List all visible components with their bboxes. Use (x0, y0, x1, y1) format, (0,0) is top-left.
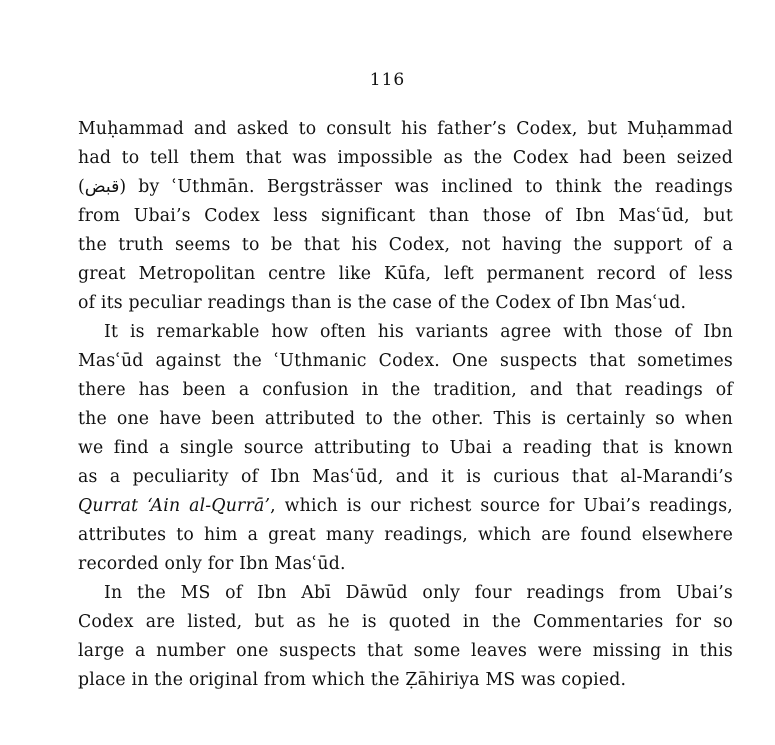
text-line: recorded only for Ibn Masʿūd. (78, 554, 346, 574)
text-line: It is remarkable how often his variants agree with those of Ibn (104, 322, 733, 342)
text-line: as a peculiarity of Ibn Masʿūd, and it is curious that al-Marandi’s (78, 467, 733, 487)
text-line (78, 173, 733, 202)
text-line: of its peculiar readings than is the case of the Codex of Ibn Masʿud. (78, 293, 687, 313)
text-line: the truth seems to be that his Codex, not having the support of a (78, 235, 733, 255)
text-line: had to tell them that was impossible as the Codex had been seized (78, 148, 733, 168)
paren-open: ( (78, 177, 85, 197)
text-line: from Ubai’s Codex less significant than those of Ibn Masʿūd, but (78, 206, 733, 226)
text-line: there has been a confusion in the tradition, and that readings of (78, 380, 733, 400)
text-line (78, 492, 733, 521)
book-title: Qurrat ‘Ain al-Qurrā’ (78, 496, 271, 516)
text-line: attributes to him a great many readings, which are found elsewhere (78, 525, 733, 545)
line-remainder: ) by ʿUthmān. Bergsträsser was inclined to think the readings (119, 177, 733, 197)
body-text (78, 115, 733, 695)
text-line: Muḥammad and asked to consult his father’s Codex, but Muḥammad (78, 119, 733, 139)
page-number: 116 (369, 70, 406, 90)
text-line: great Metropolitan centre like Kūfa, left permanent record of less (78, 264, 733, 284)
text-line: Codex are listed, but as he is quoted in the Commentaries for so (78, 612, 733, 632)
text-line: we find a single source attributing to Ubai a reading that is known (78, 438, 733, 458)
text-line: In the MS of Ibn Abī Dāwūd only four readings from Ubai’s (104, 583, 733, 603)
text-line: the one have been attributed to the other. This is certainly so when (78, 409, 733, 429)
text-line: place in the original from which the Ẓāhiriya MS was copied. (78, 670, 627, 690)
text-line: large a number one suspects that some leaves were missing in this (78, 641, 733, 661)
arabic-word: قبض (84, 177, 120, 197)
text-line: Masʿūd against the ʿUthmanic Codex. One suspects that sometimes (78, 351, 733, 371)
line-remainder: , which is our richest source for Ubai’s readings, (270, 496, 733, 516)
